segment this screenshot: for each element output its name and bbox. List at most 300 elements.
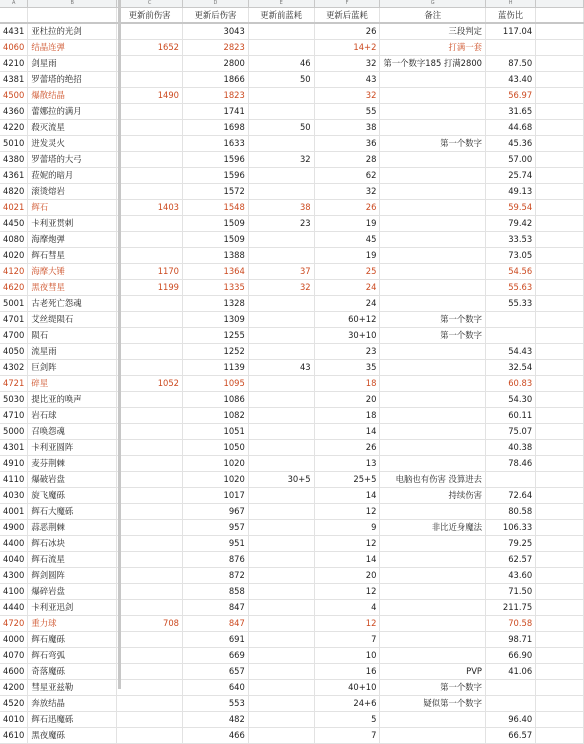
cell-name[interactable]: 蕾娜拉的满月: [28, 103, 117, 119]
cell-ratio[interactable]: 60.83: [486, 375, 536, 391]
cell-after-mp[interactable]: 32: [314, 87, 380, 103]
cell-id[interactable]: 4030: [0, 487, 28, 503]
cell-before-damage[interactable]: [117, 295, 183, 311]
cell-after-mp[interactable]: 62: [314, 167, 380, 183]
cell-after-damage[interactable]: 1082: [183, 407, 249, 423]
cell-note[interactable]: [380, 567, 486, 583]
cell-ratio[interactable]: 87.50: [486, 55, 536, 71]
cell-ratio[interactable]: 60.11: [486, 407, 536, 423]
cell-before-mp[interactable]: [248, 103, 314, 119]
cell-after-mp[interactable]: 35: [314, 359, 380, 375]
cell-name[interactable]: 蒜恶荆棘: [28, 519, 117, 535]
cell-before-damage[interactable]: [117, 103, 183, 119]
cell-after-mp[interactable]: 12: [314, 503, 380, 519]
cell-name[interactable]: 旋飞魔砾: [28, 487, 117, 503]
cell-after-mp[interactable]: 60+12: [314, 311, 380, 327]
column-letter-E[interactable]: E: [248, 0, 314, 7]
cell-before-mp[interactable]: [248, 407, 314, 423]
cell-before-mp[interactable]: [248, 423, 314, 439]
cell-blank[interactable]: [536, 327, 584, 343]
cell-after-damage[interactable]: 1335: [183, 279, 249, 295]
cell-after-damage[interactable]: 2823: [183, 39, 249, 55]
cell-name[interactable]: 辉石魔砾: [28, 631, 117, 647]
cell-note[interactable]: [380, 103, 486, 119]
cell-after-damage[interactable]: 1309: [183, 311, 249, 327]
cell-id[interactable]: 4400: [0, 535, 28, 551]
cell-after-damage[interactable]: 1866: [183, 71, 249, 87]
cell-name[interactable]: 黑夜彗星: [28, 279, 117, 295]
cell-before-mp[interactable]: [248, 343, 314, 359]
cell-blank[interactable]: [536, 231, 584, 247]
cell-name[interactable]: 爆破岩盘: [28, 471, 117, 487]
cell-blank[interactable]: [536, 551, 584, 567]
cell-before-mp[interactable]: [248, 167, 314, 183]
cell-after-damage[interactable]: 1050: [183, 439, 249, 455]
cell-name[interactable]: 流星雨: [28, 343, 117, 359]
cell-ratio[interactable]: 55.63: [486, 279, 536, 295]
cell-blank[interactable]: [536, 695, 584, 711]
cell-name[interactable]: 卡利亚圆阵: [28, 439, 117, 455]
cell-before-damage[interactable]: [117, 71, 183, 87]
cell-before-mp[interactable]: [248, 487, 314, 503]
cell-ratio[interactable]: 32.54: [486, 359, 536, 375]
cell-id[interactable]: 4721: [0, 375, 28, 391]
cell-ratio[interactable]: 55.33: [486, 295, 536, 311]
cell-id[interactable]: 4020: [0, 247, 28, 263]
cell-note[interactable]: [380, 711, 486, 727]
header-cell-id[interactable]: [0, 7, 28, 23]
cell-name[interactable]: 岩石球: [28, 407, 117, 423]
cell-after-damage[interactable]: 553: [183, 695, 249, 711]
cell-id[interactable]: 4520: [0, 695, 28, 711]
cell-name[interactable]: 召唤怨魂: [28, 423, 117, 439]
cell-note[interactable]: [380, 615, 486, 631]
cell-after-mp[interactable]: 14: [314, 551, 380, 567]
cell-ratio[interactable]: 62.57: [486, 551, 536, 567]
cell-id[interactable]: 5010: [0, 135, 28, 151]
cell-after-mp[interactable]: 19: [314, 247, 380, 263]
cell-ratio[interactable]: 59.54: [486, 199, 536, 215]
cell-ratio[interactable]: 43.40: [486, 71, 536, 87]
cell-before-mp[interactable]: [248, 375, 314, 391]
cell-note[interactable]: [380, 167, 486, 183]
cell-after-damage[interactable]: 669: [183, 647, 249, 663]
cell-after-mp[interactable]: 30+10: [314, 327, 380, 343]
cell-after-damage[interactable]: 1095: [183, 375, 249, 391]
cell-note[interactable]: 打满一套: [380, 39, 486, 55]
cell-id[interactable]: 4021: [0, 199, 28, 215]
cell-name[interactable]: 辉石弯弧: [28, 647, 117, 663]
cell-ratio[interactable]: 117.04: [486, 23, 536, 39]
cell-after-damage[interactable]: 876: [183, 551, 249, 567]
cell-before-mp[interactable]: [248, 295, 314, 311]
cell-after-mp[interactable]: 32: [314, 183, 380, 199]
cell-note[interactable]: [380, 583, 486, 599]
cell-after-damage[interactable]: 657: [183, 663, 249, 679]
cell-before-mp[interactable]: [248, 695, 314, 711]
cell-ratio[interactable]: 66.57: [486, 727, 536, 743]
cell-after-damage[interactable]: 872: [183, 567, 249, 583]
cell-blank[interactable]: [536, 711, 584, 727]
cell-after-damage[interactable]: 1252: [183, 343, 249, 359]
cell-blank[interactable]: [536, 615, 584, 631]
frozen-row-divider[interactable]: [0, 22, 584, 24]
cell-before-mp[interactable]: [248, 183, 314, 199]
cell-before-mp[interactable]: [248, 311, 314, 327]
cell-before-mp[interactable]: [248, 663, 314, 679]
cell-name[interactable]: 卡利亚迅剑: [28, 599, 117, 615]
cell-blank[interactable]: [536, 455, 584, 471]
cell-before-damage[interactable]: [117, 471, 183, 487]
cell-ratio[interactable]: 98.71: [486, 631, 536, 647]
cell-after-damage[interactable]: 957: [183, 519, 249, 535]
cell-blank[interactable]: [536, 87, 584, 103]
cell-ratio[interactable]: [486, 695, 536, 711]
cell-after-damage[interactable]: 1509: [183, 215, 249, 231]
cell-note[interactable]: [380, 263, 486, 279]
cell-name[interactable]: 海摩炮弹: [28, 231, 117, 247]
cell-note[interactable]: [380, 71, 486, 87]
cell-name[interactable]: 辉石: [28, 199, 117, 215]
cell-name[interactable]: 辉石彗星: [28, 247, 117, 263]
cell-note[interactable]: 第一个数字: [380, 135, 486, 151]
cell-before-damage[interactable]: [117, 407, 183, 423]
cell-after-damage[interactable]: 967: [183, 503, 249, 519]
cell-after-mp[interactable]: 14: [314, 487, 380, 503]
cell-note[interactable]: [380, 295, 486, 311]
cell-before-mp[interactable]: 46: [248, 55, 314, 71]
cell-before-damage[interactable]: 708: [117, 615, 183, 631]
cell-after-mp[interactable]: 18: [314, 407, 380, 423]
cell-before-mp[interactable]: [248, 727, 314, 743]
cell-id[interactable]: 4380: [0, 151, 28, 167]
cell-note[interactable]: [380, 535, 486, 551]
cell-ratio[interactable]: 96.40: [486, 711, 536, 727]
cell-before-mp[interactable]: [248, 679, 314, 695]
cell-before-mp[interactable]: 37: [248, 263, 314, 279]
cell-before-damage[interactable]: [117, 439, 183, 455]
cell-name[interactable]: 殺灭流星: [28, 119, 117, 135]
cell-blank[interactable]: [536, 343, 584, 359]
cell-id[interactable]: 4700: [0, 327, 28, 343]
cell-blank[interactable]: [536, 39, 584, 55]
cell-note[interactable]: [380, 439, 486, 455]
cell-id[interactable]: 4120: [0, 263, 28, 279]
cell-name[interactable]: 麦芬荆棘: [28, 455, 117, 471]
cell-blank[interactable]: [536, 519, 584, 535]
cell-note[interactable]: [380, 503, 486, 519]
cell-ratio[interactable]: [486, 327, 536, 343]
cell-name[interactable]: 辉石大魔砾: [28, 503, 117, 519]
cell-note[interactable]: [380, 647, 486, 663]
cell-note[interactable]: [380, 87, 486, 103]
cell-ratio[interactable]: 54.43: [486, 343, 536, 359]
cell-blank[interactable]: [536, 55, 584, 71]
cell-before-damage[interactable]: [117, 151, 183, 167]
cell-id[interactable]: 4220: [0, 119, 28, 135]
cell-note[interactable]: [380, 359, 486, 375]
header-cell-note[interactable]: 备注: [380, 7, 486, 23]
cell-before-mp[interactable]: [248, 135, 314, 151]
cell-note[interactable]: [380, 391, 486, 407]
cell-before-mp[interactable]: [248, 535, 314, 551]
column-letter-H[interactable]: H: [486, 0, 536, 7]
cell-after-mp[interactable]: 26: [314, 439, 380, 455]
cell-id[interactable]: 4440: [0, 599, 28, 615]
cell-name[interactable]: 辉石流星: [28, 551, 117, 567]
cell-name[interactable]: 辉剑圆阵: [28, 567, 117, 583]
cell-ratio[interactable]: 25.74: [486, 167, 536, 183]
cell-before-damage[interactable]: [117, 183, 183, 199]
cell-before-mp[interactable]: [248, 647, 314, 663]
cell-before-damage[interactable]: [117, 647, 183, 663]
cell-id[interactable]: 4000: [0, 631, 28, 647]
cell-before-damage[interactable]: 1199: [117, 279, 183, 295]
cell-id[interactable]: 4001: [0, 503, 28, 519]
cell-id[interactable]: 4900: [0, 519, 28, 535]
cell-id[interactable]: 4100: [0, 583, 28, 599]
cell-name[interactable]: 陨石: [28, 327, 117, 343]
cell-after-mp[interactable]: 25+5: [314, 471, 380, 487]
cell-before-mp[interactable]: [248, 711, 314, 727]
cell-after-mp[interactable]: 19: [314, 215, 380, 231]
cell-blank[interactable]: [536, 503, 584, 519]
cell-after-damage[interactable]: 3043: [183, 23, 249, 39]
cell-blank[interactable]: [536, 247, 584, 263]
cell-ratio[interactable]: 106.33: [486, 519, 536, 535]
cell-before-mp[interactable]: [248, 615, 314, 631]
cell-note[interactable]: [380, 183, 486, 199]
cell-note[interactable]: [380, 727, 486, 743]
cell-blank[interactable]: [536, 279, 584, 295]
cell-ratio[interactable]: 44.68: [486, 119, 536, 135]
cell-id[interactable]: 4110: [0, 471, 28, 487]
cell-blank[interactable]: [536, 295, 584, 311]
cell-after-mp[interactable]: 5: [314, 711, 380, 727]
cell-note[interactable]: [380, 231, 486, 247]
cell-note[interactable]: 持续伤害: [380, 487, 486, 503]
cell-after-mp[interactable]: 7: [314, 727, 380, 743]
cell-id[interactable]: 4910: [0, 455, 28, 471]
cell-blank[interactable]: [536, 647, 584, 663]
cell-name[interactable]: 滚烫熔岩: [28, 183, 117, 199]
cell-after-damage[interactable]: 1020: [183, 471, 249, 487]
column-letter-F[interactable]: F: [314, 0, 380, 7]
cell-after-mp[interactable]: 23: [314, 343, 380, 359]
cell-after-mp[interactable]: 12: [314, 615, 380, 631]
cell-after-damage[interactable]: 466: [183, 727, 249, 743]
cell-name[interactable]: 罗蕾塔的大弓: [28, 151, 117, 167]
cell-after-damage[interactable]: 1596: [183, 167, 249, 183]
cell-name[interactable]: 菈妮的暗月: [28, 167, 117, 183]
cell-before-mp[interactable]: [248, 231, 314, 247]
cell-blank[interactable]: [536, 311, 584, 327]
cell-name[interactable]: 辉石冰块: [28, 535, 117, 551]
cell-after-mp[interactable]: 7: [314, 631, 380, 647]
cell-after-mp[interactable]: 36: [314, 135, 380, 151]
cell-id[interactable]: 4500: [0, 87, 28, 103]
cell-after-damage[interactable]: 1741: [183, 103, 249, 119]
cell-after-mp[interactable]: 13: [314, 455, 380, 471]
column-letter-D[interactable]: D: [183, 0, 249, 7]
cell-after-mp[interactable]: 45: [314, 231, 380, 247]
cell-name[interactable]: 艾丝缇陨石: [28, 311, 117, 327]
cell-id[interactable]: 4360: [0, 103, 28, 119]
cell-after-damage[interactable]: 1328: [183, 295, 249, 311]
cell-before-damage[interactable]: [117, 535, 183, 551]
cell-note[interactable]: 疑似第一个数字: [380, 695, 486, 711]
cell-ratio[interactable]: 79.25: [486, 535, 536, 551]
cell-before-damage[interactable]: [117, 247, 183, 263]
cell-note[interactable]: PVP: [380, 663, 486, 679]
cell-id[interactable]: 4070: [0, 647, 28, 663]
cell-before-damage[interactable]: [117, 727, 183, 743]
cell-before-damage[interactable]: 1052: [117, 375, 183, 391]
cell-after-mp[interactable]: 32: [314, 55, 380, 71]
cell-after-damage[interactable]: 1086: [183, 391, 249, 407]
cell-before-damage[interactable]: [117, 583, 183, 599]
cell-id[interactable]: 4710: [0, 407, 28, 423]
cell-name[interactable]: 剑星雨: [28, 55, 117, 71]
cell-id[interactable]: 4080: [0, 231, 28, 247]
cell-blank[interactable]: [536, 103, 584, 119]
cell-before-damage[interactable]: [117, 167, 183, 183]
cell-note[interactable]: [380, 375, 486, 391]
cell-before-damage[interactable]: [117, 215, 183, 231]
cell-after-mp[interactable]: 20: [314, 391, 380, 407]
cell-id[interactable]: 4701: [0, 311, 28, 327]
cell-before-mp[interactable]: [248, 247, 314, 263]
cell-after-damage[interactable]: 1596: [183, 151, 249, 167]
cell-ratio[interactable]: [486, 311, 536, 327]
cell-before-damage[interactable]: [117, 119, 183, 135]
cell-before-mp[interactable]: [248, 519, 314, 535]
cell-blank[interactable]: [536, 199, 584, 215]
cell-before-mp[interactable]: [248, 583, 314, 599]
cell-id[interactable]: 4450: [0, 215, 28, 231]
cell-note[interactable]: 三段判定: [380, 23, 486, 39]
cell-name[interactable]: 爆碎岩盘: [28, 583, 117, 599]
cell-blank[interactable]: [536, 71, 584, 87]
cell-note[interactable]: [380, 215, 486, 231]
cell-before-damage[interactable]: [117, 135, 183, 151]
cell-ratio[interactable]: 49.13: [486, 183, 536, 199]
cell-before-mp[interactable]: [248, 39, 314, 55]
cell-before-mp[interactable]: 23: [248, 215, 314, 231]
cell-after-damage[interactable]: 2800: [183, 55, 249, 71]
cell-ratio[interactable]: [486, 39, 536, 55]
cell-after-mp[interactable]: 16: [314, 663, 380, 679]
cell-blank[interactable]: [536, 215, 584, 231]
cell-before-mp[interactable]: [248, 391, 314, 407]
column-letter-A[interactable]: A: [0, 0, 28, 7]
column-letter-B[interactable]: B: [28, 0, 117, 7]
cell-name[interactable]: 海摩大锤: [28, 263, 117, 279]
cell-before-damage[interactable]: [117, 327, 183, 343]
cell-blank[interactable]: [536, 631, 584, 647]
cell-note[interactable]: [380, 423, 486, 439]
cell-id[interactable]: 5030: [0, 391, 28, 407]
cell-before-damage[interactable]: [117, 503, 183, 519]
cell-after-mp[interactable]: 24+6: [314, 695, 380, 711]
cell-ratio[interactable]: 54.56: [486, 263, 536, 279]
cell-id[interactable]: 4381: [0, 71, 28, 87]
cell-id[interactable]: 4302: [0, 359, 28, 375]
cell-blank[interactable]: [536, 391, 584, 407]
cell-after-mp[interactable]: 24: [314, 279, 380, 295]
cell-id[interactable]: 4301: [0, 439, 28, 455]
cell-before-mp[interactable]: [248, 439, 314, 455]
cell-after-mp[interactable]: 10: [314, 647, 380, 663]
cell-before-mp[interactable]: [248, 87, 314, 103]
cell-after-damage[interactable]: 1020: [183, 455, 249, 471]
cell-note[interactable]: 第一个数字185 打满2800: [380, 55, 486, 71]
cell-before-mp[interactable]: [248, 327, 314, 343]
cell-after-mp[interactable]: 28: [314, 151, 380, 167]
cell-ratio[interactable]: 71.50: [486, 583, 536, 599]
cell-id[interactable]: 4060: [0, 39, 28, 55]
cell-after-damage[interactable]: 1572: [183, 183, 249, 199]
cell-before-damage[interactable]: [117, 423, 183, 439]
cell-after-damage[interactable]: 847: [183, 615, 249, 631]
cell-before-damage[interactable]: [117, 567, 183, 583]
cell-before-mp[interactable]: [248, 503, 314, 519]
cell-blank[interactable]: [536, 663, 584, 679]
cell-note[interactable]: [380, 343, 486, 359]
cell-before-damage[interactable]: [117, 663, 183, 679]
cell-after-damage[interactable]: 1633: [183, 135, 249, 151]
cell-name[interactable]: 结晶连弹: [28, 39, 117, 55]
cell-ratio[interactable]: 40.38: [486, 439, 536, 455]
cell-ratio[interactable]: 45.36: [486, 135, 536, 151]
cell-before-damage[interactable]: [117, 55, 183, 71]
cell-before-mp[interactable]: [248, 551, 314, 567]
cell-name[interactable]: 古老死亡怨魂: [28, 295, 117, 311]
cell-after-mp[interactable]: 38: [314, 119, 380, 135]
cell-note[interactable]: [380, 151, 486, 167]
cell-id[interactable]: 4620: [0, 279, 28, 295]
cell-name[interactable]: 爆散结晶: [28, 87, 117, 103]
cell-before-damage[interactable]: [117, 695, 183, 711]
cell-after-mp[interactable]: 12: [314, 535, 380, 551]
header-cell-ratio[interactable]: 蓝伤比: [486, 7, 536, 23]
cell-after-damage[interactable]: 1017: [183, 487, 249, 503]
cell-after-damage[interactable]: 691: [183, 631, 249, 647]
cell-name[interactable]: 重力球: [28, 615, 117, 631]
cell-after-damage[interactable]: 1388: [183, 247, 249, 263]
cell-note[interactable]: [380, 119, 486, 135]
cell-after-damage[interactable]: 640: [183, 679, 249, 695]
cell-ratio[interactable]: 72.64: [486, 487, 536, 503]
cell-before-damage[interactable]: 1403: [117, 199, 183, 215]
cell-blank[interactable]: [536, 119, 584, 135]
cell-blank[interactable]: [536, 375, 584, 391]
cell-ratio[interactable]: 79.42: [486, 215, 536, 231]
cell-note[interactable]: [380, 279, 486, 295]
cell-id[interactable]: 4610: [0, 727, 28, 743]
cell-name[interactable]: 辉石迅魔砾: [28, 711, 117, 727]
cell-id[interactable]: 4050: [0, 343, 28, 359]
cell-before-mp[interactable]: 30+5: [248, 471, 314, 487]
cell-note[interactable]: 非比近身魔法: [380, 519, 486, 535]
header-cell-after-damage[interactable]: 更新后伤害: [183, 7, 249, 23]
cell-note[interactable]: 第一个数字: [380, 679, 486, 695]
cell-note[interactable]: [380, 551, 486, 567]
cell-before-mp[interactable]: 38: [248, 199, 314, 215]
cell-note[interactable]: 电脑也有伤害 没算进去: [380, 471, 486, 487]
cell-ratio[interactable]: 56.97: [486, 87, 536, 103]
cell-before-damage[interactable]: [117, 519, 183, 535]
